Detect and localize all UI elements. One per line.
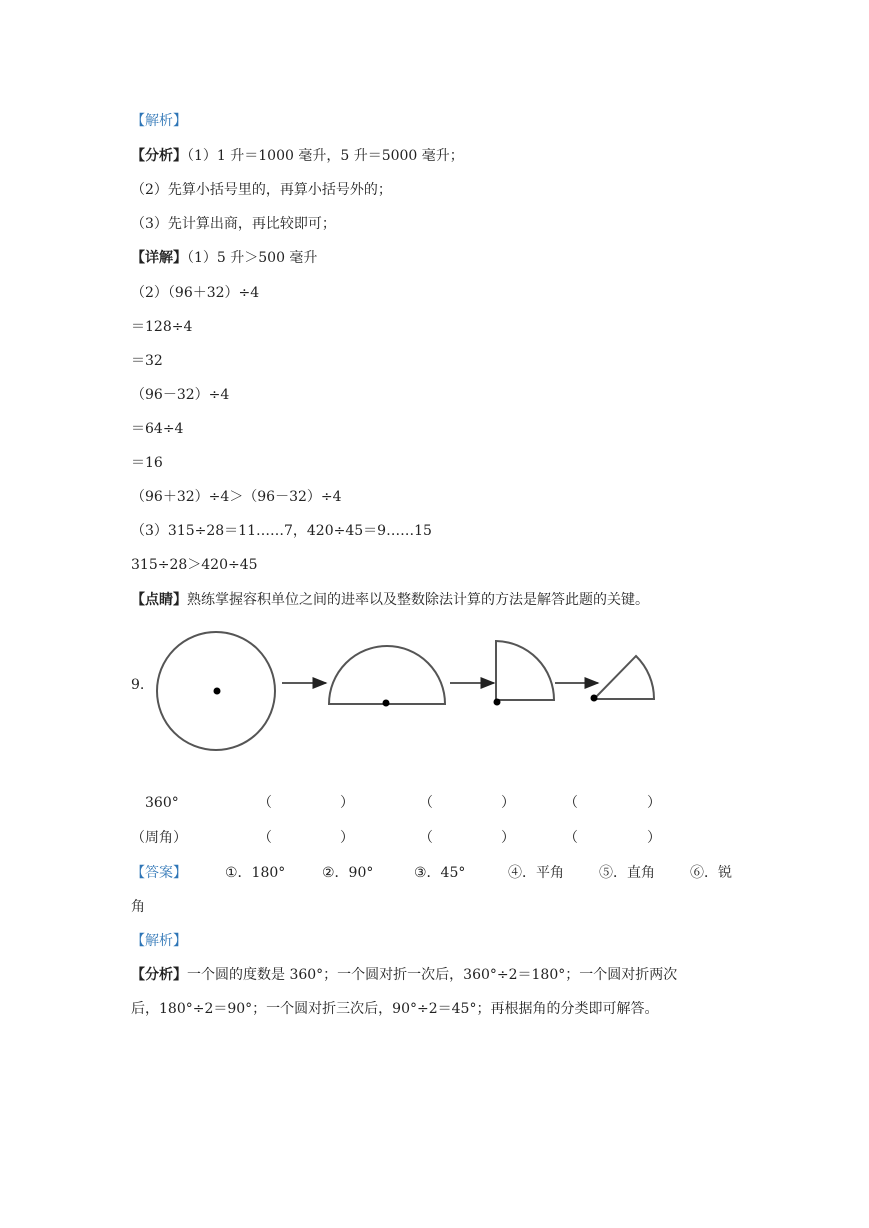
circle-center-dot: [214, 688, 221, 695]
answer-item-2: ②．90°: [322, 865, 374, 881]
analysis-line-2: （2）先算小括号里的，再算小括号外的；: [131, 182, 392, 198]
question-number: 9.: [131, 677, 145, 693]
circle-folding-figure: [130, 625, 670, 765]
analysis-heading-2: 【解析】: [131, 933, 187, 949]
analysis2-line-1: [131, 965, 677, 985]
answer-tag: 【答案】: [131, 865, 187, 881]
row1-label: 360°: [145, 795, 179, 811]
quarter-center-dot: [494, 699, 501, 706]
comment-tag: 【点睛】: [131, 592, 187, 608]
row1-paren-open-1: （: [258, 795, 272, 811]
analysis2-line-2: 后，180°÷2＝90°；一个圆对折三次后，90°÷2＝45°；再根据角的分类即可解答。: [131, 1001, 659, 1017]
detail-tag: 【详解】: [131, 250, 187, 266]
detail-text: （1）5 升＞500 毫升: [187, 250, 318, 266]
row1-paren-open-3: （: [564, 795, 578, 811]
answer-item-6: ⑥．锐: [690, 865, 732, 881]
answer-item-5: ⑤．直角: [599, 865, 655, 881]
row1-paren-close-3: ）: [647, 795, 661, 811]
row2-label: （周角）: [131, 830, 187, 846]
row1-paren-close-2: ）: [501, 795, 515, 811]
detail-line-6: ＝64÷4: [131, 421, 184, 437]
answer-item-1: ①．180°: [225, 865, 286, 881]
row2-paren-open-3: （: [564, 830, 578, 846]
analysis-line-1: [131, 146, 464, 166]
comment-line: [131, 590, 649, 610]
analysis2-text: 一个圆的度数是 360°；一个圆对折一次后，360°÷2＝180°；一个圆对折两次: [187, 967, 678, 983]
answer-item-4: ④．平角: [508, 865, 564, 881]
detail-line-5: （96－32）÷4: [131, 387, 230, 403]
half-circle: [329, 646, 445, 704]
eighth-center-dot: [591, 695, 598, 702]
detail-line-10: 315÷28＞420÷45: [131, 557, 258, 573]
analysis-line-3: （3）先计算出商，再比较即可；: [131, 216, 336, 232]
detail-line-8: （96＋32）÷4＞（96－32）÷4: [131, 489, 342, 505]
eighth-circle: [594, 656, 654, 699]
detail-line-1: [131, 248, 317, 268]
answer-item-3: ③．45°: [414, 865, 466, 881]
row2-paren-close-3: ）: [647, 830, 661, 846]
detail-line-9: （3）315÷28＝11……7，420÷45＝9……15: [131, 523, 432, 539]
analysis2-tag: 【分析】: [131, 967, 187, 983]
analysis-text: （1）1 升＝1000 毫升，5 升＝5000 毫升；: [187, 148, 464, 164]
comment-text: 熟练掌握容积单位之间的进率以及整数除法计算的方法是解答此题的关键。: [187, 592, 649, 608]
row2-paren-open-1: （: [258, 830, 272, 846]
half-center-dot: [383, 700, 390, 707]
detail-line-3: ＝128÷4: [131, 319, 193, 335]
row2-paren-close-2: ）: [501, 830, 515, 846]
row1-paren-close-1: ）: [340, 795, 354, 811]
detail-line-7: ＝16: [131, 455, 163, 471]
answer-continuation: 角: [131, 899, 145, 915]
row1-paren-open-2: （: [419, 795, 433, 811]
row2-paren-close-1: ）: [340, 830, 354, 846]
analysis-tag: 【分析】: [131, 148, 187, 164]
quarter-circle: [496, 641, 554, 700]
row2-paren-open-2: （: [419, 830, 433, 846]
detail-line-2: （2）（96＋32）÷4: [131, 285, 260, 301]
analysis-heading-1: 【解析】: [131, 113, 187, 129]
detail-line-4: ＝32: [131, 353, 163, 369]
